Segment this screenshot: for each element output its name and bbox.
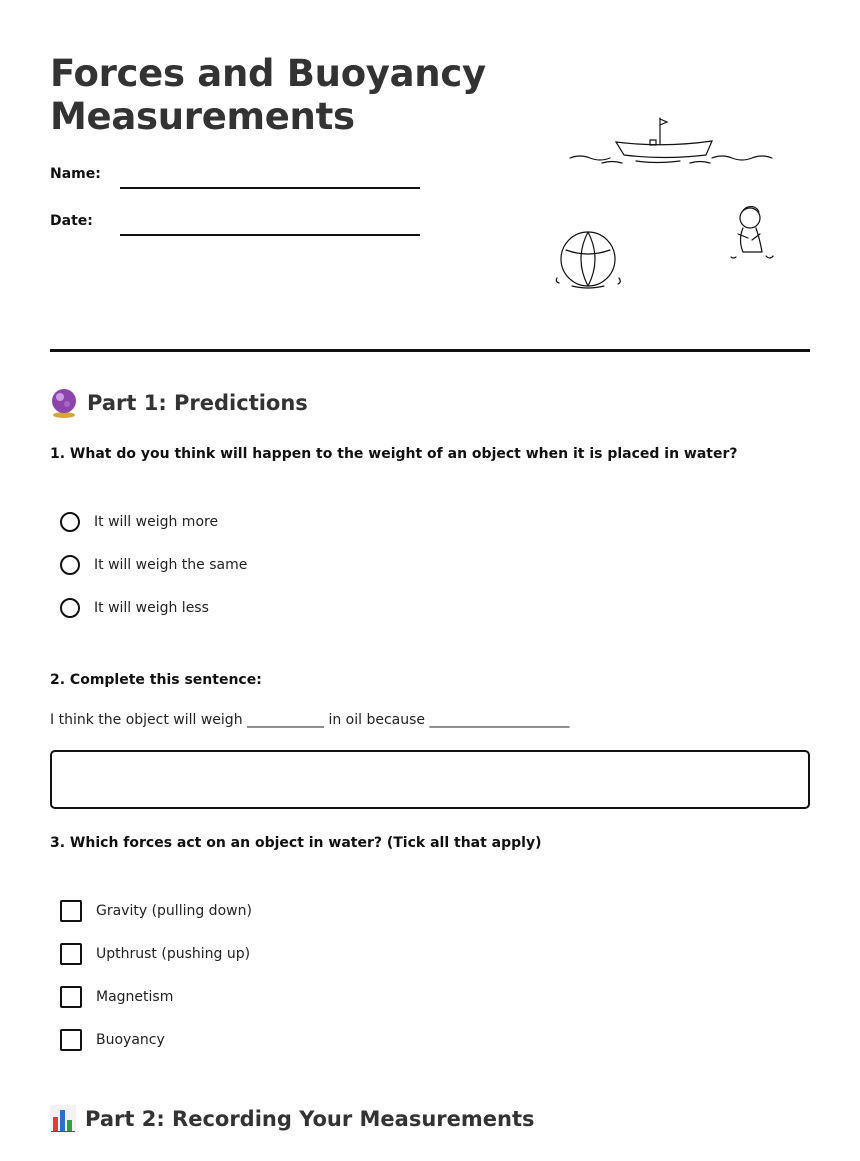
date-line[interactable]: [120, 234, 420, 236]
name-label: Name:: [50, 166, 101, 182]
option-weigh-less[interactable]: [60, 598, 209, 618]
checkbox[interactable]: [60, 1029, 82, 1051]
question-1: 1. What do you think will happen to the weight of an object when it is placed in water?: [50, 446, 738, 462]
radio-button[interactable]: [60, 598, 80, 618]
crystal-ball-icon: [50, 388, 78, 418]
boat-illustration: [570, 118, 772, 163]
option-label: It will weigh the same: [94, 557, 248, 573]
option-weigh-same[interactable]: [60, 555, 247, 575]
water-illustration: [540, 100, 800, 310]
beach-ball-illustration: [556, 232, 620, 288]
part2-heading-text: Part 2: Recording Your Measurements: [85, 1107, 535, 1131]
sentence-answer-box[interactable]: [50, 750, 810, 809]
option-label: Gravity (pulling down): [96, 903, 252, 919]
option-label: Magnetism: [96, 989, 174, 1005]
option-label: It will weigh less: [94, 600, 209, 616]
option-gravity[interactable]: [60, 900, 252, 922]
option-label: Upthrust (pushing up): [96, 946, 251, 962]
option-weigh-more[interactable]: [60, 512, 218, 532]
radio-button[interactable]: [60, 555, 80, 575]
checkbox[interactable]: [60, 986, 82, 1008]
part2-heading: [50, 1105, 535, 1133]
child-illustration: [731, 207, 773, 258]
bar-chart-icon: [50, 1105, 76, 1133]
date-label: Date:: [50, 213, 93, 229]
part1-heading-text: Part 1: Predictions: [87, 391, 308, 415]
question-2: 2. Complete this sentence:: [50, 672, 262, 688]
checkbox[interactable]: [60, 943, 82, 965]
sentence-prompt: I think the object will weigh ___________ in oil because ____________________: [50, 712, 570, 728]
radio-button[interactable]: [60, 512, 80, 532]
name-line[interactable]: [120, 187, 420, 189]
option-magnetism[interactable]: [60, 986, 173, 1008]
option-label: Buoyancy: [96, 1032, 165, 1048]
page-title: Forces and Buoyancy Measurements: [50, 52, 486, 138]
option-buoyancy[interactable]: [60, 1029, 165, 1051]
question-3: 3. Which forces act on an object in water? (Tick all that apply): [50, 835, 542, 851]
part1-heading: [50, 388, 308, 418]
option-upthrust[interactable]: [60, 943, 250, 965]
checkbox[interactable]: [60, 900, 82, 922]
option-label: It will weigh more: [94, 514, 219, 530]
section-divider: [50, 349, 810, 352]
